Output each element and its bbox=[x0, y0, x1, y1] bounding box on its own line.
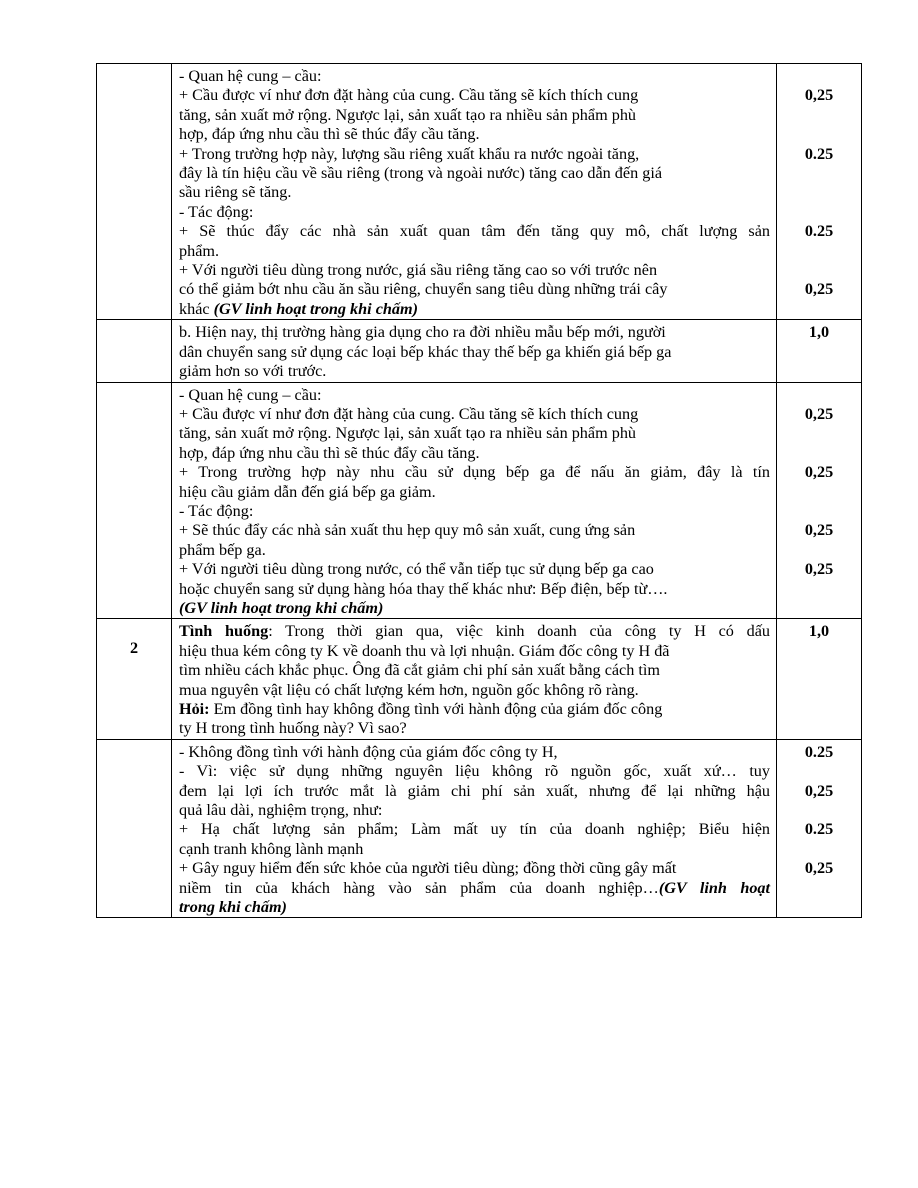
answer-line bbox=[179, 280, 770, 299]
score-value bbox=[777, 125, 861, 144]
line-text: mua nguyên vật liệu có chất lượng kém hơn, nguồn gốc không rõ ràng. bbox=[179, 680, 639, 699]
score-value bbox=[777, 106, 861, 125]
answer-line bbox=[179, 801, 770, 820]
score-value bbox=[777, 444, 861, 463]
score-value bbox=[777, 483, 861, 502]
score-value bbox=[777, 580, 861, 599]
score-value: 0,25 bbox=[804, 86, 834, 105]
answer-line bbox=[179, 541, 770, 560]
line-text: đem lại lợi ích trước mắt là giảm chi phí sản xuất, nhưng để lại những hậu bbox=[179, 781, 770, 800]
score-value bbox=[777, 67, 861, 86]
score-value: 0.25 bbox=[804, 820, 834, 839]
score-value bbox=[777, 242, 861, 261]
answer-line bbox=[179, 444, 770, 463]
score-value bbox=[777, 762, 861, 781]
line-text: + Sẽ thúc đẩy các nhà sản xuất thu hẹp quy mô sản xuất, cung ứng sản bbox=[179, 521, 636, 540]
score-value bbox=[777, 879, 861, 898]
line-text: tìm nhiều cách khắc phục. Ông đã cắt giảm chi phí sản xuất bằng cách tìm bbox=[179, 661, 660, 680]
score-value bbox=[777, 541, 861, 560]
score-value bbox=[777, 203, 861, 222]
score-value: 0.25 bbox=[804, 222, 834, 241]
line-text: + Trong trường hợp này nhu cầu sử dụng bếp ga để nấu ăn giảm, đây là tín bbox=[179, 463, 770, 482]
question-number-cell bbox=[97, 320, 172, 382]
table-row bbox=[97, 64, 862, 320]
line-text: hiệu cầu giảm dẫn đến giá bếp ga giảm. bbox=[179, 482, 436, 501]
answer-line bbox=[179, 386, 770, 405]
answer-line bbox=[179, 898, 770, 917]
table-row bbox=[97, 619, 862, 739]
line-text: + Trong trường hợp này, lượng sầu riêng xuất khẩu ra nước ngoài tăng, bbox=[179, 144, 640, 163]
answer-content-cell bbox=[172, 64, 777, 320]
question-number bbox=[97, 320, 171, 323]
answer-line bbox=[179, 106, 770, 125]
answer-line bbox=[179, 762, 770, 781]
line-text: có thể giảm bớt nhu cầu ăn sầu riêng, chuyển sang tiêu dùng những trái cây bbox=[179, 280, 668, 299]
answer-line bbox=[179, 67, 770, 86]
answer-line bbox=[179, 719, 770, 738]
score-value: 0,25 bbox=[804, 781, 834, 800]
answer-line bbox=[179, 343, 770, 362]
answer-line bbox=[179, 681, 770, 700]
answer-table bbox=[96, 63, 862, 918]
line-text: - Tác động: bbox=[179, 501, 254, 520]
line-text: dân chuyển sang sử dụng các loại bếp khác thay thế bếp ga khiến giá bếp ga bbox=[179, 342, 672, 361]
score-value: 0.25 bbox=[804, 144, 834, 163]
answer-line bbox=[179, 203, 770, 222]
question-number-cell bbox=[97, 739, 172, 918]
line-text: hiệu thua kém công ty K về doanh thu và lợi nhuận. Giám đốc công ty H đã bbox=[179, 641, 670, 660]
score-cell bbox=[777, 64, 862, 320]
score-cell bbox=[777, 619, 862, 739]
line-text: quả lâu dài, nghiệm trọng, như: bbox=[179, 801, 383, 820]
question-number-cell bbox=[97, 619, 172, 739]
score-cell bbox=[777, 320, 862, 382]
line-text: Em đồng tình hay không đồng tình với hành động của giám đốc công bbox=[209, 700, 663, 718]
grading-note: (GV linh hoạt bbox=[658, 878, 771, 897]
question-number bbox=[97, 64, 171, 67]
answer-line bbox=[179, 700, 770, 719]
answer-line bbox=[179, 222, 770, 241]
table-row bbox=[97, 382, 862, 619]
line-text: - Vì: việc sử dụng những nguyên liệu không rõ nguồn gốc, xuất xứ… tuy bbox=[179, 762, 770, 781]
answer-line bbox=[179, 560, 770, 579]
answer-line bbox=[179, 859, 770, 878]
answer-line bbox=[179, 164, 770, 183]
answer-line bbox=[179, 502, 770, 521]
answer-line bbox=[179, 405, 770, 424]
line-text: giảm hơn so với trước. bbox=[179, 362, 327, 381]
score-value bbox=[777, 898, 861, 917]
line-text: phẩm. bbox=[179, 241, 220, 260]
score-value: 0,25 bbox=[804, 521, 834, 540]
line-text: tăng, sản xuất mở rộng. Ngược lại, sản xuất tạo ra nhiều sản phẩm phù bbox=[179, 105, 637, 124]
score-value bbox=[777, 681, 861, 700]
bold-label: Hỏi: bbox=[179, 700, 210, 718]
score-value: 0,25 bbox=[804, 560, 834, 579]
score-value bbox=[777, 840, 861, 859]
score-value bbox=[777, 661, 861, 680]
answer-line bbox=[179, 300, 770, 319]
line-text: b. Hiện nay, thị trường hàng gia dụng cho ra đời nhiều mẫu bếp mới, người bbox=[179, 323, 666, 342]
table-row bbox=[97, 320, 862, 382]
line-text: - Quan hệ cung – cầu: bbox=[179, 67, 322, 85]
score-value bbox=[777, 362, 861, 381]
line-text: cạnh tranh không lành mạnh bbox=[179, 839, 364, 858]
line-text: - Không đồng tình với hành động của giám đốc công ty H, bbox=[179, 742, 558, 761]
answer-line bbox=[179, 521, 770, 540]
question-number: 2 bbox=[129, 639, 139, 658]
score-cell bbox=[777, 739, 862, 918]
answer-content-cell bbox=[172, 739, 777, 918]
line-text: + Cầu được ví như đơn đặt hàng của cung. Cầu tăng sẽ kích thích cung bbox=[179, 404, 639, 423]
score-value bbox=[777, 801, 861, 820]
score-value bbox=[777, 164, 861, 183]
score-value bbox=[777, 719, 861, 738]
answer-line bbox=[179, 743, 770, 762]
score-cell bbox=[777, 382, 862, 619]
table-row bbox=[97, 739, 862, 918]
score-value bbox=[777, 343, 861, 362]
score-value: 0,25 bbox=[804, 404, 834, 423]
answer-line bbox=[179, 580, 770, 599]
line-text: hợp, đáp ứng nhu cầu thì sẽ thúc đẩy cầu tăng. bbox=[179, 125, 480, 144]
line-text: + Với người tiêu dùng trong nước, có thể vẫn tiếp tục sử dụng bếp ga cao bbox=[179, 560, 654, 579]
line-text: đây là tín hiệu cầu về sầu riêng (trong và ngoài nước) tăng cao dẫn đến giá bbox=[179, 164, 663, 183]
answer-line bbox=[179, 483, 770, 502]
score-value bbox=[777, 300, 861, 319]
line-text: khác bbox=[179, 299, 214, 318]
answer-line bbox=[179, 642, 770, 661]
answer-line bbox=[179, 424, 770, 443]
answer-line bbox=[179, 782, 770, 801]
line-text: hoặc chuyển sang sử dụng hàng hóa thay thế khác như: Bếp điện, bếp từ…. bbox=[179, 579, 668, 598]
answer-content-cell bbox=[172, 320, 777, 382]
score-value bbox=[777, 261, 861, 280]
answer-content-cell bbox=[172, 382, 777, 619]
answer-line bbox=[179, 840, 770, 859]
line-text: tăng, sản xuất mở rộng. Ngược lại, sản xuất tạo ra nhiều sản phẩm phù bbox=[179, 424, 637, 443]
line-text: phẩm bếp ga. bbox=[179, 540, 266, 559]
question-number bbox=[97, 740, 171, 743]
line-text: + Với người tiêu dùng trong nước, giá sầu riêng tăng cao so với trước nên bbox=[179, 261, 658, 280]
line-text: + Gây nguy hiểm đến sức khỏe của người tiêu dùng; đồng thời cũng gây mất bbox=[179, 859, 677, 878]
score-value bbox=[777, 183, 861, 202]
line-text: - Quan hệ cung – cầu: bbox=[179, 385, 322, 404]
grading-note: (GV linh hoạt trong khi chấm) bbox=[213, 299, 418, 318]
answer-line bbox=[179, 125, 770, 144]
answer-line bbox=[179, 362, 770, 381]
answer-line bbox=[179, 599, 770, 618]
answer-line bbox=[179, 183, 770, 202]
bold-label: Tình huống bbox=[179, 622, 269, 641]
line-text: niềm tin của khách hàng vào sản phẩm của doanh nghiệp… bbox=[179, 878, 659, 897]
score-value bbox=[777, 386, 861, 405]
question-number bbox=[97, 383, 171, 386]
score-value: 0,25 bbox=[804, 463, 834, 482]
answer-line bbox=[179, 661, 770, 680]
line-text: + Hạ chất lượng sản phẩm; Làm mất uy tín của doanh nghiệp; Biểu hiện bbox=[179, 820, 770, 839]
score-value bbox=[777, 642, 861, 661]
score-value: 0,25 bbox=[804, 280, 834, 299]
score-value: 1,0 bbox=[808, 622, 830, 641]
answer-line bbox=[179, 323, 770, 342]
line-text: sầu riêng sẽ tăng. bbox=[179, 183, 292, 202]
grading-note: trong khi chấm) bbox=[179, 898, 287, 917]
score-value: 0,25 bbox=[804, 859, 834, 878]
score-value: 0.25 bbox=[804, 742, 834, 761]
answer-line bbox=[179, 879, 770, 898]
answer-line bbox=[179, 261, 770, 280]
question-number-cell bbox=[97, 382, 172, 619]
score-value bbox=[777, 424, 861, 443]
line-text: hợp, đáp ứng nhu cầu thì sẽ thúc đẩy cầu tăng. bbox=[179, 443, 480, 462]
answer-content-cell bbox=[172, 619, 777, 739]
score-value bbox=[777, 502, 861, 521]
line-text: ty H trong tình huống này? Vì sao? bbox=[179, 719, 407, 738]
answer-line bbox=[179, 86, 770, 105]
line-text: + Cầu được ví như đơn đặt hàng của cung. Cầu tăng sẽ kích thích cung bbox=[179, 86, 639, 105]
answer-line bbox=[179, 622, 770, 641]
score-value bbox=[777, 599, 861, 618]
answer-line bbox=[179, 145, 770, 164]
answer-line bbox=[179, 242, 770, 261]
question-number-cell bbox=[97, 64, 172, 320]
score-value: 1,0 bbox=[808, 323, 830, 342]
line-text: : Trong thời gian qua, việc kinh doanh của công ty H có dấu bbox=[268, 622, 771, 641]
grading-note: (GV linh hoạt trong khi chấm) bbox=[179, 598, 384, 617]
line-text: + Sẽ thúc đẩy các nhà sản xuất quan tâm đến tăng quy mô, chất lượng sản bbox=[179, 222, 770, 241]
line-text: - Tác động: bbox=[179, 202, 254, 221]
answer-line bbox=[179, 463, 770, 482]
score-value bbox=[777, 700, 861, 719]
answer-line bbox=[179, 820, 770, 839]
